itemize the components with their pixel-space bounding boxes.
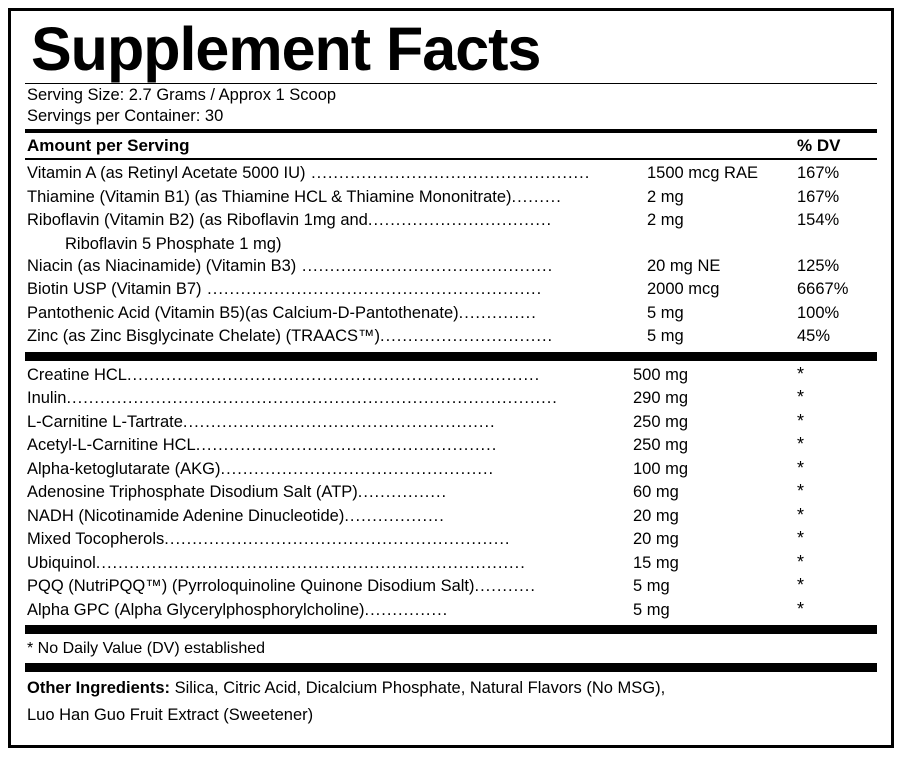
ingredient-name: Alpha GPC (Alpha Glycerylphosphorylcholine) [27,600,365,619]
nutrient-dv: 167% [797,164,840,182]
nutrient-name: Biotin USP (Vitamin B7) [27,280,202,298]
leader-dots: ................................................. [220,459,495,478]
table-row [27,209,875,233]
divider-hairline-top [25,83,877,84]
nutrient-dv: 6667% [797,280,849,298]
ingredient-name: Mixed Tocopherols [27,530,165,548]
leader-dots: ........................................................................................ [66,389,558,407]
leader-dots: ......... [511,187,562,206]
ingredient-dv: * [797,387,805,407]
table-row [27,411,875,435]
ingredient-dv: * [797,575,805,595]
ingredient-name: Alpha-ketoglutarate (AKG) [27,459,221,478]
table-row [27,302,875,326]
other-ingredients-line2: Luo Han Guo Fruit Extract (Sweetener) [27,706,314,724]
other-ingredients-text: Silica, Citric Acid, Dicalcium Phosphate, Natural Flavors (No MSG), [170,679,666,697]
nutrient-amount: 5 mg [647,303,684,322]
dv-label: % DV [797,136,841,155]
supplement-facts-panel [8,8,894,748]
leader-dots: ............................................. [296,256,554,275]
table-row [27,575,875,599]
nutrient-amount: 2 mg [647,187,684,206]
daily-value-footnote: * No Daily Value (DV) established [27,640,266,657]
leader-dots: ................ [357,483,448,501]
table-row [27,434,875,458]
divider-above-blend [25,352,877,361]
nutrient-dv: 45% [797,327,831,345]
ingredient-dv: * [797,481,805,501]
nutrient-name: Zinc (as Zinc Bisglycinate Chelate) (TRAACS™) [27,327,381,345]
ingredient-dv: * [797,598,805,619]
ingredient-name: NADH (Nicotinamide Adenine Dinucleotide) [27,506,345,525]
table-row [27,505,875,529]
ingredient-name: PQQ (NutriPQQ™) (Pyrroloquinoline Quinone Disodium Salt) [27,577,475,595]
leader-dots: .............. [458,303,537,322]
leader-dots: .................................................. [305,164,591,182]
table-row [27,186,875,210]
nutrient-amount: 2 mg [647,211,684,229]
nutrient-amount: 2000 mcg [647,280,720,298]
nutrient-name: Riboflavin (Vitamin B2) (as Riboflavin 1mg and [27,211,368,229]
ingredient-dv: * [797,457,805,478]
nutrient-name: Niacin (as Niacinamide) (Vitamin B3) [27,256,297,275]
leader-dots: ................................. [367,211,553,229]
nutrient-subline: Riboflavin 5 Phosphate 1 mg) [65,234,282,253]
ingredient-dv: * [797,434,805,454]
ingredient-amount: 5 mg [633,577,670,595]
ingredient-amount: 20 mg [633,506,679,525]
table-row [27,599,875,623]
ingredient-dv: * [797,528,805,548]
leader-dots: .................. [344,506,445,525]
ingredient-amount: 250 mg [633,412,689,431]
leader-dots: .............................................................. [164,530,511,548]
ingredient-name: Inulin [27,389,67,407]
page-title: Supplement Facts [31,15,541,83]
ingredient-amount: 15 mg [633,553,679,572]
table-row [27,364,875,388]
leader-dots: ........................................................ [182,412,496,431]
ingredient-amount: 5 mg [633,600,670,619]
ingredient-amount: 250 mg [633,436,689,454]
leader-dots: ............................................................ [201,280,543,298]
divider-below-amount-header [25,158,877,160]
table-row [27,255,875,279]
divider-above-amount-header [25,129,877,133]
table-row [27,552,875,576]
table-row [27,325,875,349]
table-row [27,278,875,302]
ingredient-amount: 290 mg [633,389,689,407]
ingredient-dv: * [797,410,805,431]
divider-above-footnote [25,625,877,634]
ingredient-dv: * [797,363,805,384]
leader-dots: ............... [364,600,449,619]
ingredient-name: Creatine HCL [27,365,127,384]
ingredient-name: L-Carnitine L-Tartrate [27,412,183,431]
ingredient-amount: 60 mg [633,483,679,501]
nutrient-amount: 20 mg NE [647,256,721,275]
nutrient-dv: 154% [797,211,840,229]
nutrient-amount: 5 mg [647,327,684,345]
ingredient-name: Adenosine Triphosphate Disodium Salt (ATP) [27,483,358,501]
serving-size: Serving Size: 2.7 Grams / Approx 1 Scoop [27,86,337,104]
amount-per-serving-label: Amount per Serving [27,136,190,155]
leader-dots: ...................................................... [195,436,498,454]
nutrient-name: Vitamin A (as Retinyl Acetate 5000 IU) [27,164,306,182]
nutrient-dv: 100% [797,303,840,322]
amount-per-serving-header-row [27,136,875,156]
ingredient-amount: 100 mg [633,459,689,478]
nutrient-dv: 167% [797,187,840,206]
table-row [27,387,875,411]
leader-dots: .......................................................................... [126,365,541,384]
leader-dots: ............................... [380,327,554,345]
other-ingredients [27,677,875,699]
table-row [27,481,875,505]
leader-dots: ............................................................................. [95,553,526,572]
ingredient-amount: 20 mg [633,530,679,548]
ingredient-name: Ubiquinol [27,553,96,572]
nutrient-name: Pantothenic Acid (Vitamin B5)(as Calcium-D-Pantothenate) [27,303,459,322]
divider-above-other-ingredients [25,663,877,672]
nutrient-dv: 125% [797,256,840,275]
table-row [27,458,875,482]
ingredient-amount: 500 mg [633,365,689,384]
leader-dots: ........... [474,577,536,595]
table-row [27,528,875,552]
ingredient-dv: * [797,504,805,525]
servings-per-container: Servings per Container: 30 [27,107,224,125]
nutrient-name: Thiamine (Vitamin B1) (as Thiamine HCL & Thiamine Mononitrate) [27,187,512,206]
ingredient-dv: * [797,551,805,572]
other-ingredients-label: Other Ingredients: [27,679,171,697]
table-row [27,162,875,186]
ingredient-name: Acetyl-L-Carnitine HCL [27,436,196,454]
nutrient-amount: 1500 mcg RAE [647,164,758,182]
